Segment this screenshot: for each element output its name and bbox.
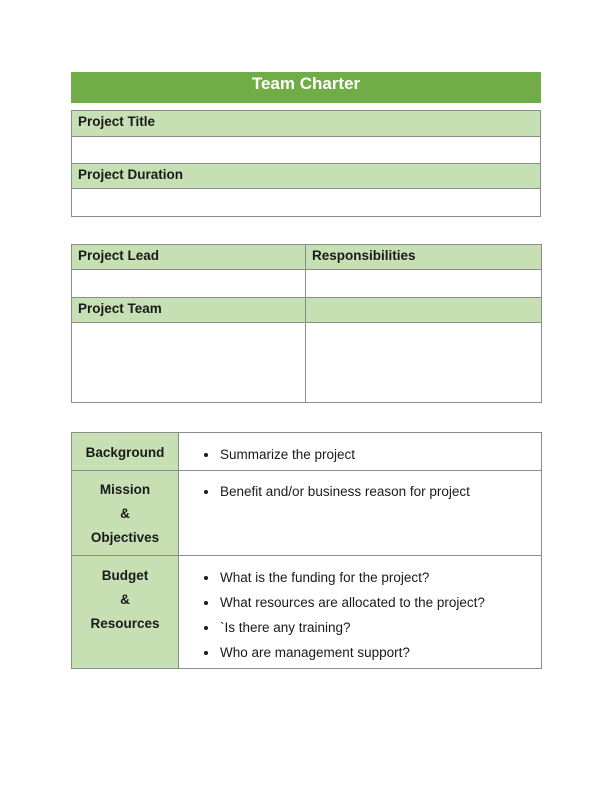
background-label: Background	[72, 433, 179, 471]
project-lead-label: Project Lead	[72, 245, 306, 270]
mission-objectives-label: Mission & Objectives	[72, 471, 179, 556]
mission-objectives-content[interactable]	[179, 471, 542, 556]
project-duration-label: Project Duration	[72, 164, 541, 189]
table-row	[72, 471, 542, 556]
project-team-responsibilities-field[interactable]	[306, 323, 542, 403]
list-item: Summarize the project	[179, 442, 541, 467]
project-title-label: Project Title	[72, 111, 541, 137]
budget-resources-content[interactable]	[179, 556, 542, 669]
list-item: Who are management support?	[179, 640, 541, 665]
project-team-table	[71, 244, 542, 403]
project-info-table	[71, 110, 541, 217]
list-item: `Is there any training?	[179, 615, 541, 640]
project-duration-field[interactable]	[72, 189, 541, 217]
table-row	[72, 556, 542, 669]
table-row	[72, 433, 542, 471]
project-team-header-blank	[306, 298, 542, 323]
project-lead-field[interactable]	[72, 270, 306, 298]
project-lead-responsibilities-field[interactable]	[306, 270, 542, 298]
list-item: Benefit and/or business reason for project	[179, 479, 541, 504]
scope-table	[71, 432, 542, 669]
list-item: What resources are allocated to the project?	[179, 590, 541, 615]
project-title-field[interactable]	[72, 137, 541, 164]
responsibilities-label: Responsibilities	[306, 245, 542, 270]
list-item: What is the funding for the project?	[179, 565, 541, 590]
background-content[interactable]	[179, 433, 542, 471]
budget-resources-label: Budget & Resources	[72, 556, 179, 669]
project-team-field[interactable]	[72, 323, 306, 403]
project-team-label: Project Team	[72, 298, 306, 323]
page-title: Team Charter	[71, 72, 541, 103]
